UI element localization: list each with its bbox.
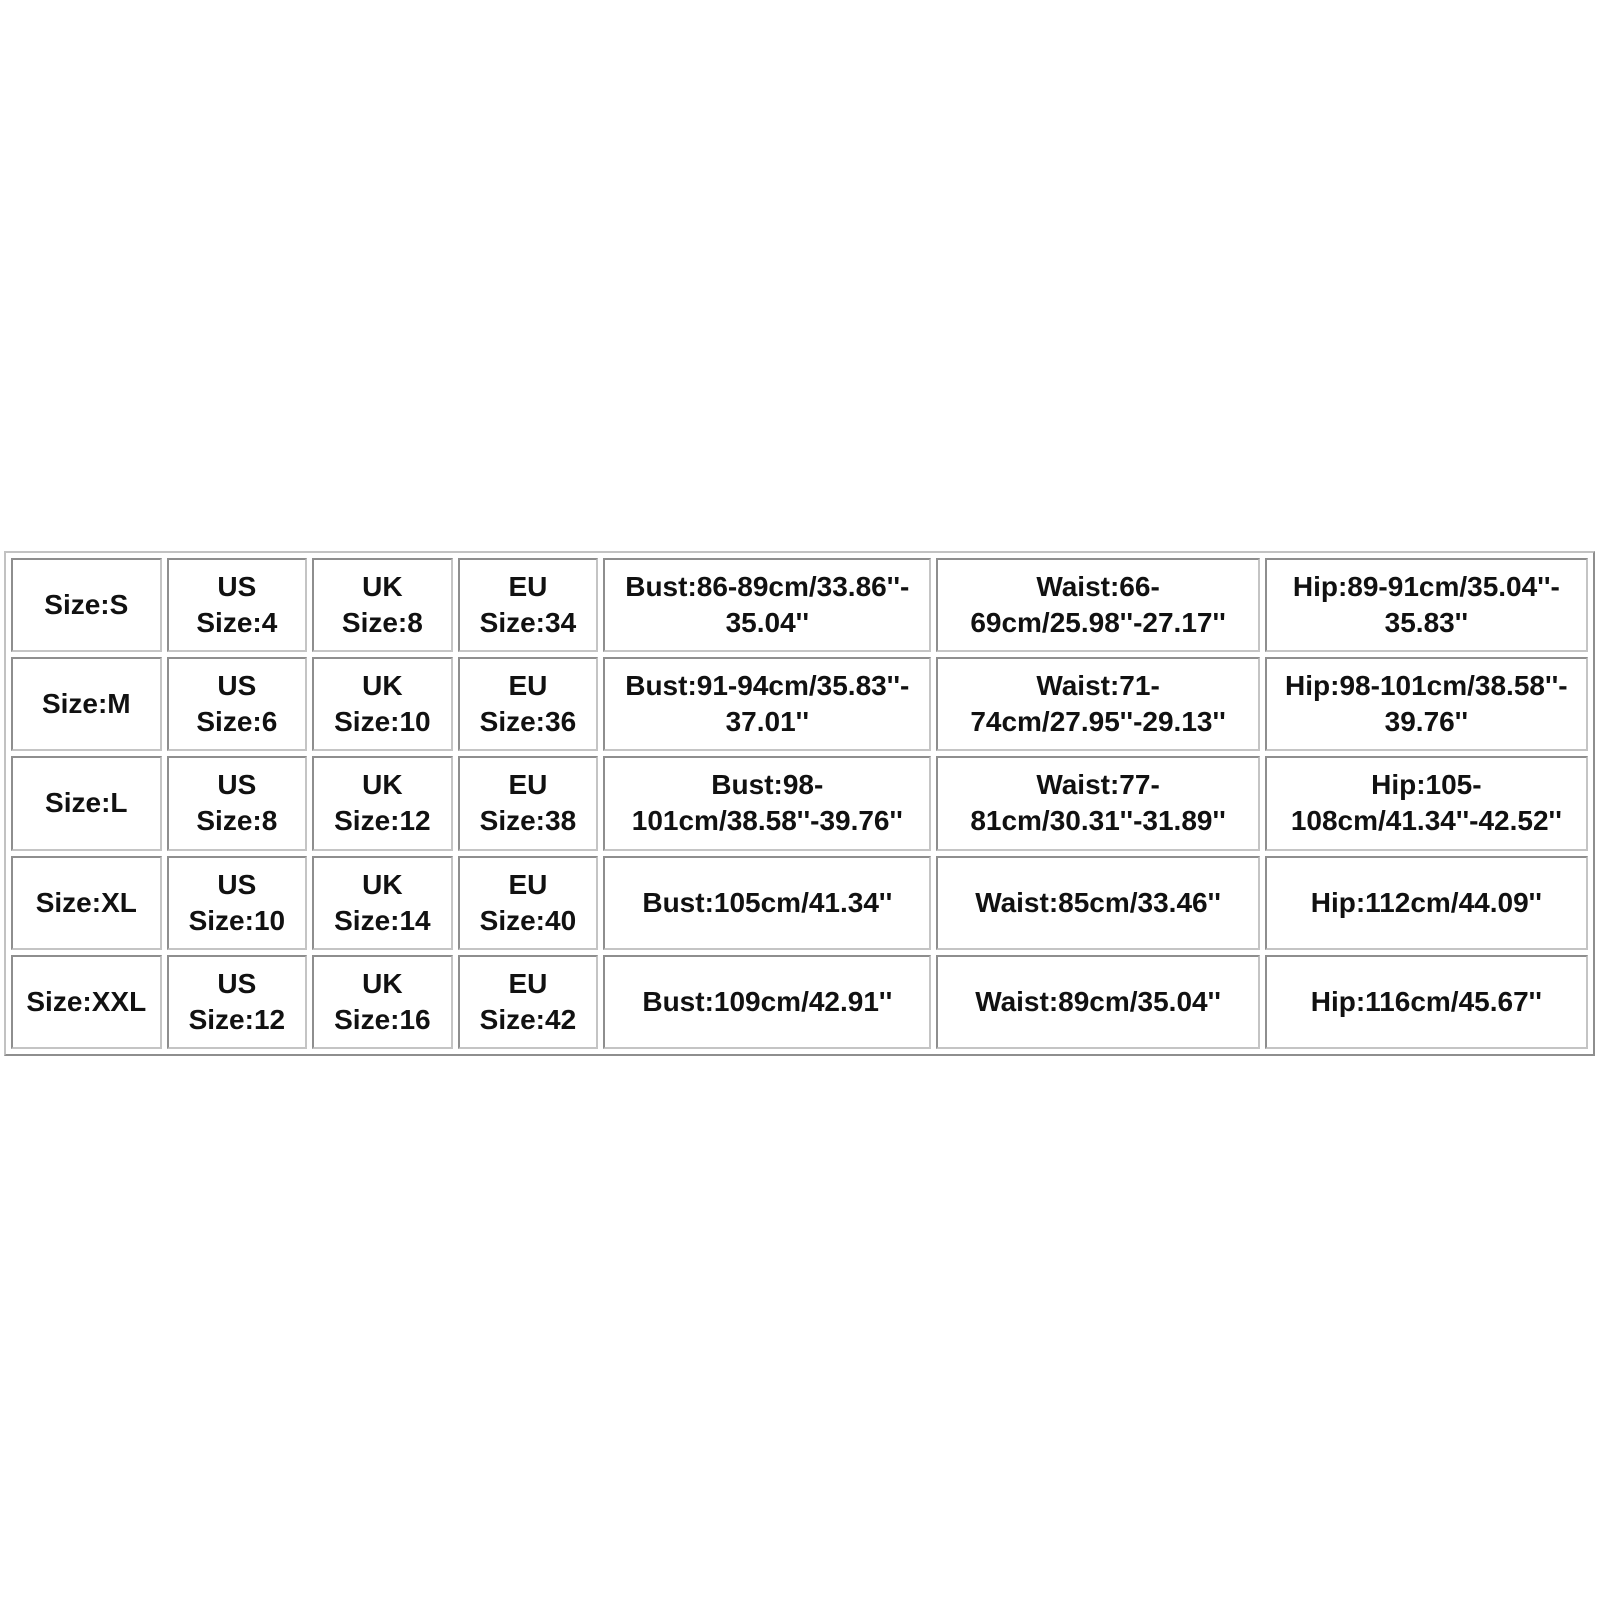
us-size-cell-line: Size:10: [188, 904, 286, 936]
size-cell-text: Size:XXL: [26, 985, 147, 1017]
bust-cell-line: Bust:98-: [711, 769, 824, 801]
uk-size-cell: [312, 856, 453, 950]
us-size-cell-line: US: [217, 769, 257, 801]
uk-size-cell: [312, 756, 453, 850]
table-row: [11, 955, 1588, 1049]
hip-cell-line: 39.76'': [1384, 706, 1469, 738]
hip-cell-line: Hip:89-91cm/35.04''-: [1292, 571, 1560, 603]
us-size-cell: [167, 756, 308, 850]
waist-cell-line: Waist:85cm/33.46'': [975, 886, 1221, 918]
hip-cell-line: 35.83'': [1384, 607, 1469, 639]
eu-size-cell-line: Size:42: [479, 1003, 577, 1035]
us-size-cell-line: Size:4: [196, 607, 278, 639]
uk-size-cell-line: Size:10: [334, 706, 431, 738]
size-chart-table: [4, 551, 1595, 1056]
waist-cell-line: 69cm/25.98''-27.17'': [970, 607, 1226, 639]
hip-cell-line: 108cm/41.34''-42.52'': [1290, 805, 1562, 837]
eu-size-cell-line: EU: [508, 868, 548, 900]
size-chart-body: [11, 558, 1588, 1049]
hip-cell-line: Hip:112cm/44.09'': [1310, 886, 1542, 918]
us-size-cell: [167, 856, 308, 950]
table-row: [11, 856, 1588, 950]
size-cell-text: Size:M: [41, 688, 131, 720]
size-cell: [11, 558, 162, 652]
waist-cell-line: 74cm/27.95''-29.13'': [970, 706, 1226, 738]
hip-cell-line: Hip:105-: [1371, 769, 1482, 801]
hip-cell: [1265, 955, 1588, 1049]
eu-size-cell-line: EU: [508, 967, 548, 999]
waist-cell-line: Waist:89cm/35.04'': [975, 985, 1221, 1017]
waist-cell-line: 81cm/30.31''-31.89'': [970, 805, 1226, 837]
uk-size-cell-line: Size:8: [341, 607, 423, 639]
bust-cell-line: 35.04'': [725, 607, 809, 639]
uk-size-cell-line: UK: [362, 769, 403, 801]
size-cell: [11, 657, 162, 751]
eu-size-cell-line: Size:38: [479, 805, 577, 837]
hip-cell-line: Hip:98-101cm/38.58''-: [1285, 670, 1568, 702]
eu-size-cell-line: Size:34: [479, 607, 577, 639]
size-cell: [11, 756, 162, 850]
bust-cell-line: Bust:105cm/41.34'': [642, 886, 893, 918]
bust-cell: [603, 756, 931, 850]
bust-cell: [603, 856, 931, 950]
hip-cell: [1265, 856, 1588, 950]
eu-size-cell-line: Size:40: [479, 904, 577, 936]
bust-cell-line: Bust:86-89cm/33.86''-: [625, 571, 910, 603]
size-cell-text: Size:XL: [35, 886, 137, 918]
uk-size-cell-line: UK: [362, 670, 403, 702]
waist-cell-line: Waist:71-: [1036, 670, 1160, 702]
us-size-cell: [167, 657, 308, 751]
us-size-cell: [167, 558, 308, 652]
waist-cell: [936, 856, 1259, 950]
us-size-cell-line: US: [217, 868, 257, 900]
size-cell: [11, 955, 162, 1049]
size-cell-text: Size:S: [44, 589, 129, 621]
table-row: [11, 756, 1588, 850]
waist-cell: [936, 657, 1259, 751]
uk-size-cell-line: UK: [362, 868, 403, 900]
uk-size-cell-line: Size:16: [334, 1003, 431, 1035]
eu-size-cell: [458, 756, 599, 850]
bust-cell-line: 37.01'': [725, 706, 809, 738]
size-cell-text: Size:L: [45, 787, 128, 819]
table-row: [11, 657, 1588, 751]
hip-cell: [1265, 657, 1588, 751]
table-row: [11, 558, 1588, 652]
uk-size-cell: [312, 558, 453, 652]
waist-cell-line: Waist:77-: [1036, 769, 1160, 801]
uk-size-cell: [312, 955, 453, 1049]
waist-cell: [936, 955, 1259, 1049]
waist-cell: [936, 756, 1259, 850]
waist-cell-line: Waist:66-: [1036, 571, 1160, 603]
bust-cell: [603, 558, 931, 652]
eu-size-cell-line: Size:36: [479, 706, 577, 738]
us-size-cell-line: US: [217, 571, 257, 603]
uk-size-cell-line: UK: [362, 967, 403, 999]
hip-cell: [1265, 558, 1588, 652]
bust-cell: [603, 955, 931, 1049]
eu-size-cell: [458, 657, 599, 751]
us-size-cell-line: US: [217, 670, 257, 702]
eu-size-cell-line: EU: [508, 571, 548, 603]
bust-cell-line: Bust:109cm/42.91'': [642, 985, 893, 1017]
us-size-cell-line: Size:6: [196, 706, 278, 738]
us-size-cell-line: Size:12: [188, 1003, 286, 1035]
eu-size-cell: [458, 955, 599, 1049]
bust-cell-line: 101cm/38.58''-39.76'': [631, 805, 903, 837]
hip-cell-line: Hip:116cm/45.67'': [1310, 985, 1542, 1017]
size-cell: [11, 856, 162, 950]
eu-size-cell-line: EU: [508, 670, 548, 702]
uk-size-cell-line: UK: [362, 571, 403, 603]
us-size-cell-line: US: [217, 967, 257, 999]
us-size-cell-line: Size:8: [196, 805, 278, 837]
bust-cell-line: Bust:91-94cm/35.83''-: [625, 670, 910, 702]
us-size-cell: [167, 955, 308, 1049]
eu-size-cell: [458, 558, 599, 652]
uk-size-cell: [312, 657, 453, 751]
eu-size-cell-line: EU: [508, 769, 548, 801]
waist-cell: [936, 558, 1259, 652]
eu-size-cell: [458, 856, 599, 950]
bust-cell: [603, 657, 931, 751]
uk-size-cell-line: Size:14: [334, 904, 431, 936]
uk-size-cell-line: Size:12: [334, 805, 431, 837]
hip-cell: [1265, 756, 1588, 850]
